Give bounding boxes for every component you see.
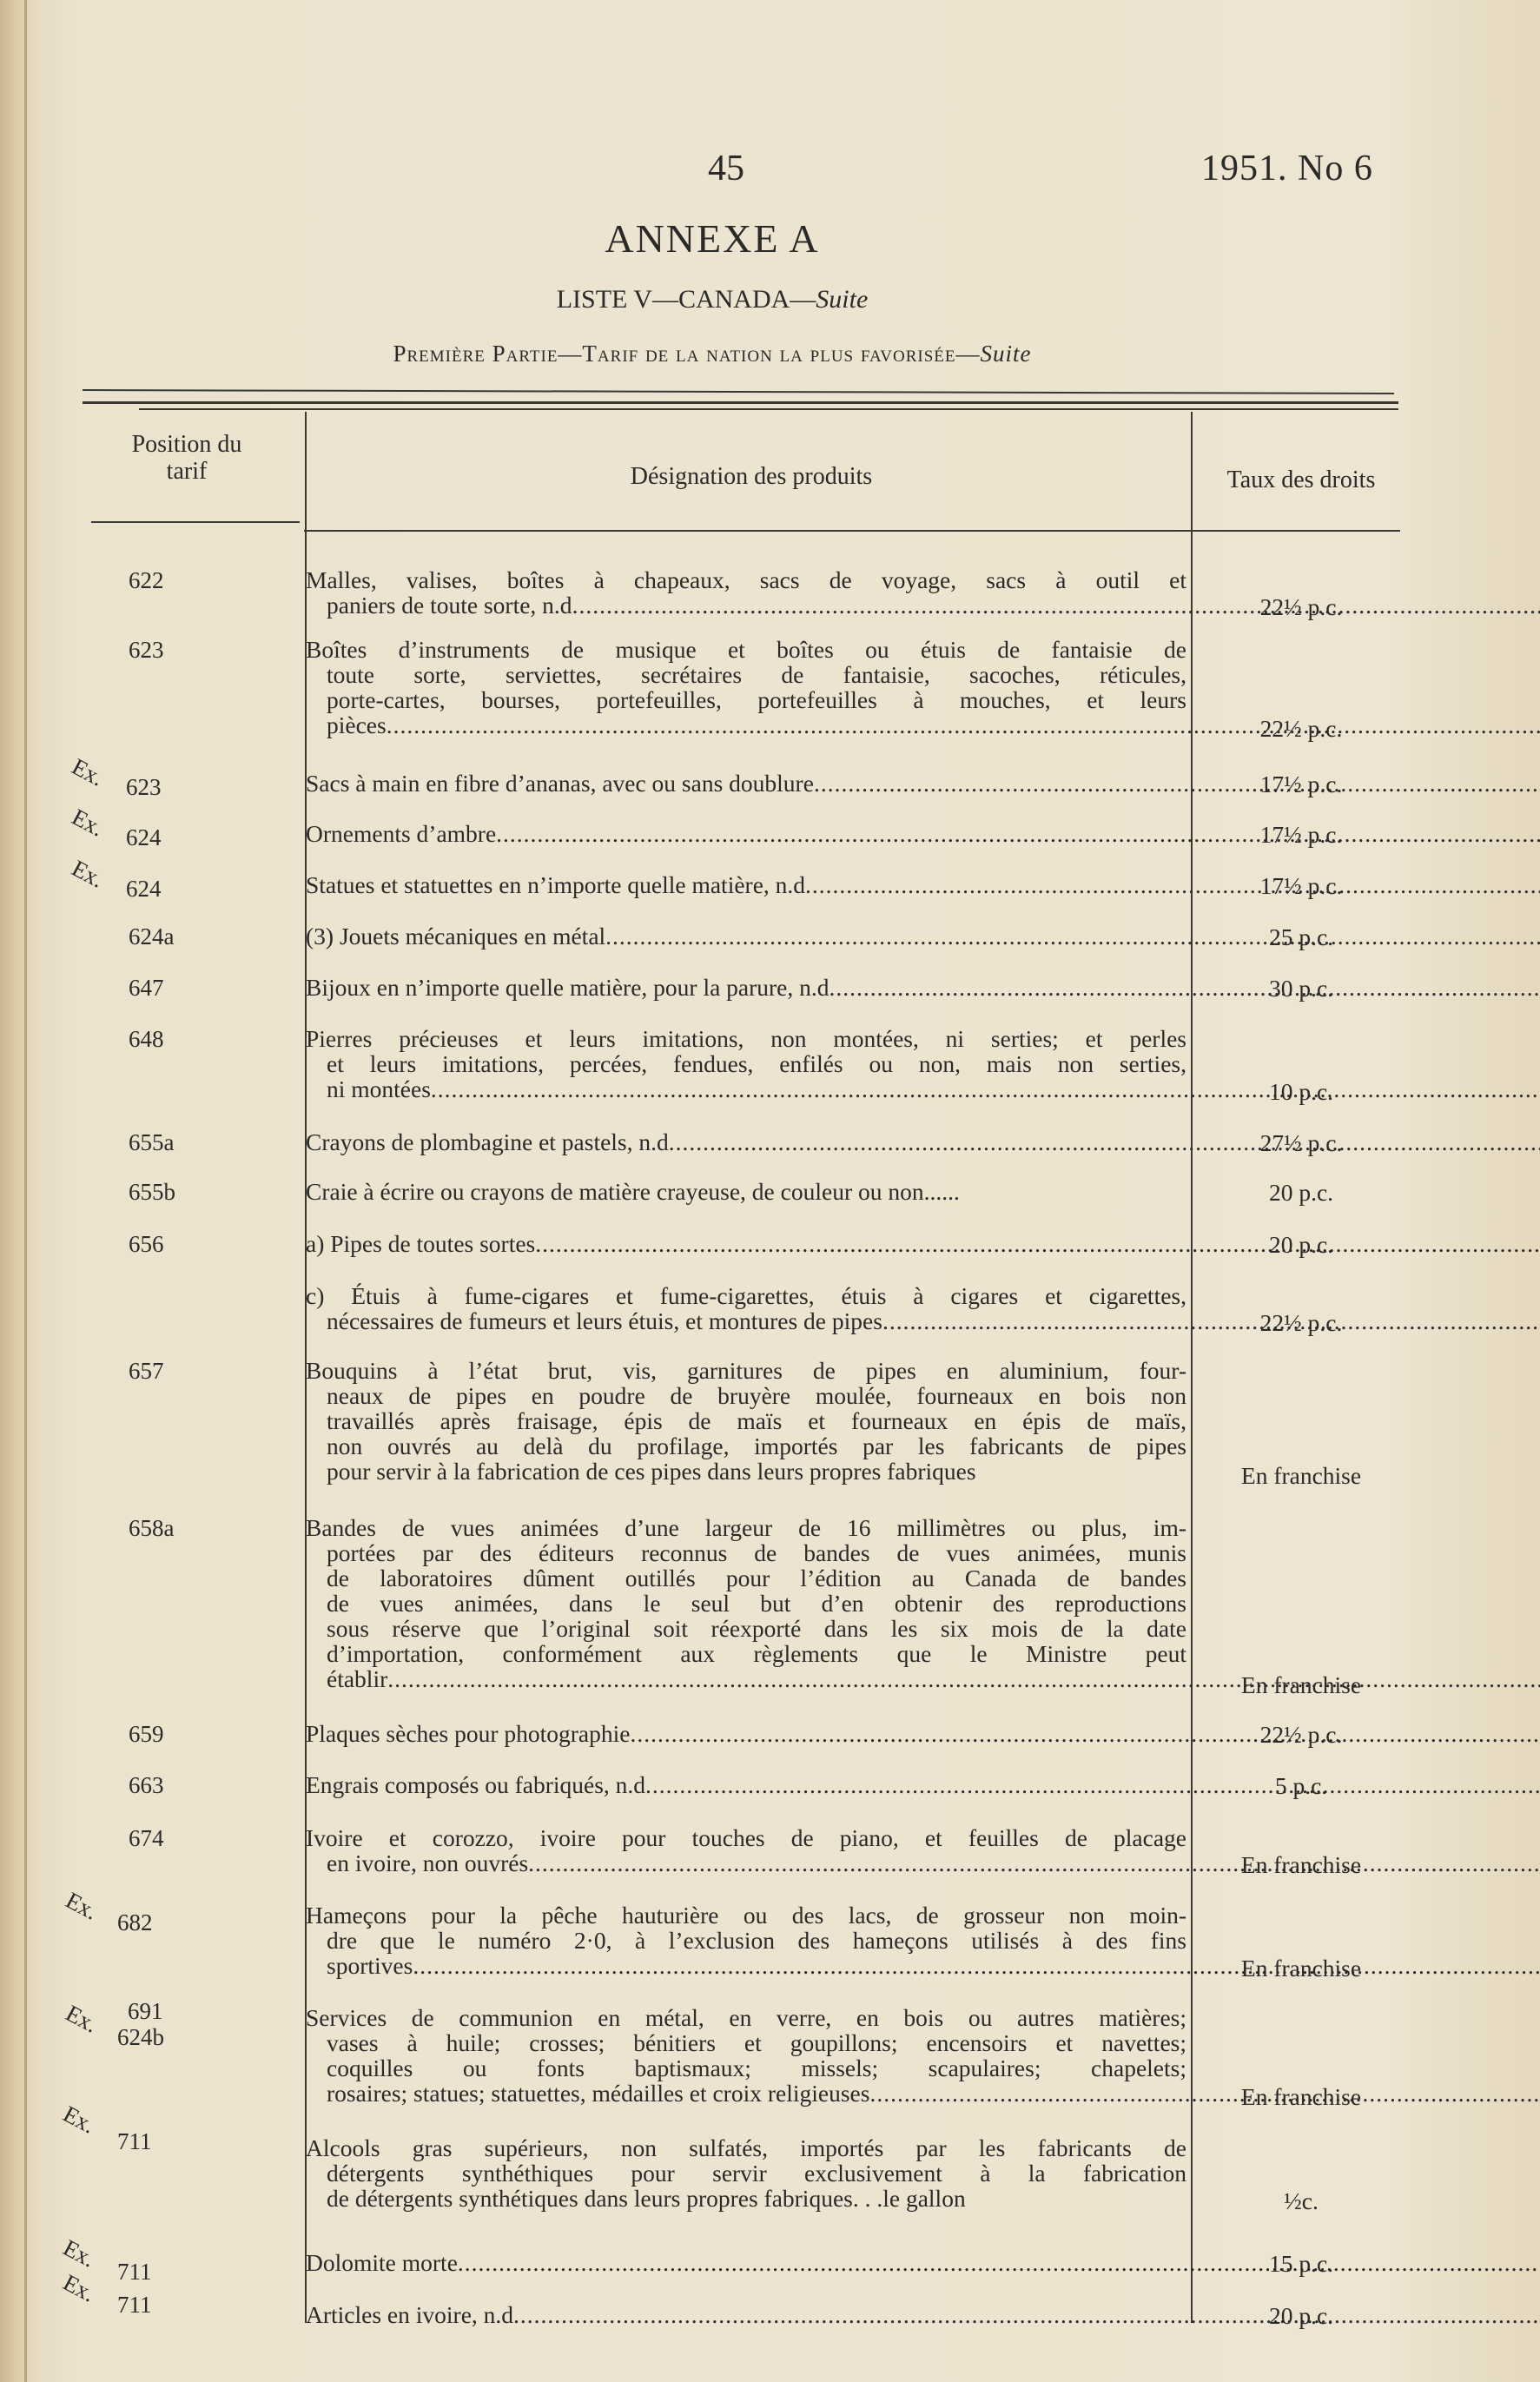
duty-rate: 22½ p.c. [1259,715,1343,742]
description-line: Articles en ivoire, n.d ..... [306,2302,1186,2327]
table-top-rule-2 [139,408,1398,410]
product-description [306,975,1186,1000]
product-description [306,2135,1186,2211]
description-line: non ouvrés au delà du profilage, importés par les fabricants de pipes [327,1433,1186,1459]
description-line: Boîtes d’instruments de musique et boîtes ou étuis de fantaisie de [306,636,1186,663]
tariff-number: 674 [129,1825,164,1851]
ex-prefix: Ex. [58,2101,100,2139]
ex-prefix: Ex. [58,2269,100,2307]
duty-rate: ½c. [1284,2187,1319,2214]
tariff-number: 655b [129,1179,175,1205]
ex-prefix: Ex. [67,855,109,893]
product-description [306,1721,1186,1746]
description-line: et leurs imitations, percées, fendues, enfilés ou non, mais non serties, [327,1050,1186,1077]
document-number: 1951. No 6 [1201,149,1373,189]
tariff-number: 624 [126,876,162,902]
product-description [306,1231,1186,1256]
product-description [306,1772,1186,1797]
ex-prefix: Ex. [58,2234,100,2273]
description-line: a) Pipes de toutes sortes ..... [306,1231,1186,1256]
product-description [306,1179,1186,1204]
product-description [306,923,1186,949]
ex-prefix: Ex. [67,804,109,842]
tariff-number: 624a [129,923,175,949]
product-description [306,1515,1186,1691]
duty-rate: 5 p.c. [1274,1772,1328,1799]
description-line: Ornements d’ambre ..... [306,821,1186,846]
description-line: rosaires; statues; statuettes, médailles et croix religieuses ..... [306,2081,1186,2106]
tariff-number: 624b [117,2024,164,2050]
description-line: détergents synthéthiques pour servir exclusivement à la fabrication [327,2160,1186,2187]
product-description [306,1358,1186,1484]
description-line: de vues animées, dans le seul but d’en obtenir des reproductions [327,1590,1186,1617]
duty-rate: 22½ p.c. [1259,593,1343,620]
leader-dots [829,974,1540,1001]
tariff-number: 711 [117,2259,152,2285]
description-line: Bouquins à l’état brut, vis, garnitures de pipes en aluminium, four- [306,1357,1186,1384]
header-bottom-rule [304,530,1400,532]
description-line: Bandes de vues animées d’une largeur de 16 millimètres ou plus, im- [306,1514,1186,1541]
product-description [306,1129,1186,1155]
description-line: en ivoire, non ouvrés ..... [306,1850,1186,1876]
description-line: vases à huile; crosses; bénitiers et goupillons; encensoirs et navettes; [327,2029,1186,2056]
tariff-number: 663 [129,1772,164,1798]
duty-rate: 17½ p.c. [1259,821,1343,848]
part-title [0,341,1424,367]
duty-rate: En franchise [1240,1462,1362,1489]
ex-prefix: Ex. [61,2000,102,2038]
duty-rate: En franchise [1240,1671,1362,1698]
duty-rate: En franchise [1240,2083,1362,2110]
description-line: paniers de toute sorte, n.d ..... [306,592,1186,618]
duty-rate: En franchise [1240,1955,1362,1982]
ex-prefix: Ex. [61,1887,102,1925]
duty-rate: En franchise [1240,1851,1362,1878]
list-title-text: LISTE V—CANADA— [556,285,816,314]
duty-rate: 30 p.c. [1268,975,1334,1002]
duty-rate: 15 p.c. [1268,2250,1334,2277]
description-line: porte-cartes, bourses, portefeuilles, portefeuilles à mouches, et leurs [327,686,1186,713]
description-line: Alcools gras supérieurs, non sulfatés, importés par les fabricants de [306,2134,1186,2161]
description-line: pièces ..... [306,712,1186,738]
tariff-number: 711 [117,2128,152,2154]
product-description [306,1283,1186,1333]
description-line: Malles, valises, boîtes à chapeaux, sacs de voyage, sacs à outil et [306,566,1186,593]
description-line: Bijoux en n’importe quelle matière, pour la parure, n.d ..... [306,975,1186,1000]
description-line: toute sorte, serviettes, secrétaires de fantaisie, sacoches, réticules, [327,661,1186,688]
tariff-number: 623 [126,774,162,800]
header-position-label: Position du tarif [131,431,242,485]
tariff-number: 648 [129,1026,164,1052]
tariff-number: 623 [129,637,164,663]
description-line: d’importation, conformément aux règlements que le Ministre peut [327,1640,1186,1667]
leader-dots [805,871,1540,898]
description-line: (3) Jouets mécaniques en métal ..... [306,923,1186,949]
product-description [306,771,1186,796]
description-line: Engrais composés ou fabriqués, n.d ..... [306,1772,1186,1797]
leader-dots [669,1128,1540,1155]
page-number: 45 [708,149,744,189]
description-line: Craie à écrire ou crayons de matière crayeuse, de couleur ou non...... [306,1178,960,1205]
product-description [306,821,1186,846]
duty-rate: 27½ p.c. [1259,1129,1343,1156]
description-line: dre que le numéro 2·0, à l’exclusion des hameçons utilisés à des fins [327,1927,1186,1954]
list-title-suite: Suite [816,285,869,314]
description-line: Crayons de plombagine et pastels, n.d ..... [306,1129,1186,1155]
duty-rate: 17½ p.c. [1259,872,1343,899]
list-title [0,285,1424,314]
tariff-number: 659 [129,1721,164,1747]
header-bottom-rule-left [91,521,300,523]
description-line: ni montées ..... [306,1076,1186,1102]
description-line: c) Étuis à fume-cigares et fume-cigarettes, étuis à cigares et cigarettes, [306,1282,1186,1309]
description-line: sportives ..... [306,1953,1186,1978]
description-line: de détergents synthétiques dans leurs propres fabriques. . .le gallon [327,2185,966,2212]
header-designation: Désignation des produits [630,463,873,490]
product-description [306,637,1186,738]
tariff-number: 711 [117,2292,152,2318]
description-line: neaux de pipes en poudre de bruyère moulée, fourneaux en bois non [327,1382,1186,1409]
description-line: travaillés après fraisage, épis de maïs et fourneaux en épis de maïs, [327,1407,1186,1434]
description-line: établir ..... [306,1666,1186,1691]
duty-rate: 17½ p.c. [1259,771,1343,797]
tariff-number: 624 [126,824,162,850]
tariff-number: 658a [129,1515,175,1541]
table-top-rule [83,401,1398,404]
annex-title: ANNEXE A [605,216,820,261]
product-description [306,872,1186,897]
product-description [306,1902,1186,1978]
description-line: Ivoire et corozzo, ivoire pour touches de piano, et feuilles de placage [306,1824,1186,1851]
duty-rate: 20 p.c. [1268,1179,1334,1206]
description-line: Sacs à main en fibre d’ananas, avec ou sans doublure ..... [306,771,1186,796]
description-line: Plaques sèches pour photographie ..... [306,1721,1186,1746]
tariff-number: 691 [128,1998,163,2024]
duty-rate: 25 p.c. [1268,923,1334,950]
tariff-number: 656 [129,1231,164,1257]
description-line: Pierres précieuses et leurs imitations, non montées, ni serties; et perles [306,1025,1186,1052]
duty-rate: 10 p.c. [1268,1078,1334,1105]
duty-rate: 20 p.c. [1268,2302,1334,2329]
part-title-suite: Suite [980,341,1032,367]
duty-rate: 22½ p.c. [1259,1721,1343,1748]
product-description [306,2302,1186,2327]
tariff-number: 622 [129,567,164,593]
header-position [122,431,261,485]
description-line: Dolomite morte ..... [306,2250,1186,2275]
description-line: pour servir à la fabrication de ces pipes dans leurs propres fabriques [327,1458,976,1485]
product-description [306,2005,1186,2106]
product-description [306,1026,1186,1102]
tariff-number: 657 [129,1358,164,1384]
tariff-number: 682 [117,1909,153,1935]
table-top-rule-thin [83,389,1394,394]
description-line: Hameçons pour la pêche hauturière ou des lacs, de grosseur non moin- [306,1902,1186,1929]
description-line: coquilles ou fonts baptismaux; missels; scapulaires; chapelets; [327,2054,1186,2081]
leader-dots [645,1771,1540,1798]
description-line: portées par des éditeurs reconnus de bandes de vues animées, munis [327,1539,1186,1566]
product-description [306,1825,1186,1876]
part-title-text: Première Partie—Tarif de la nation la plus favorisée— [393,341,981,367]
leader-dots [814,770,1540,797]
ex-prefix: Ex. [67,753,109,791]
description-line: nécessaires de fumeurs et leurs étuis, et montures de pipes ..... [306,1308,1186,1333]
header-rate: Taux des droits [1226,466,1376,493]
product-description [306,2250,1186,2275]
tariff-number: 647 [129,975,164,1001]
tariff-number: 655a [129,1129,175,1155]
duty-rate: 20 p.c. [1268,1231,1334,1258]
description-line: sous réserve que l’original soit réexporté dans les six mois de la date [327,1615,1186,1642]
product-description [306,567,1186,618]
description-line: de laboratoires dûment outillés pour l’édition au Canada de bandes [327,1565,1186,1591]
duty-rate: 22½ p.c. [1259,1309,1343,1336]
description-line: Services de communion en métal, en verre, en bois ou autres matières; [306,2004,1186,2031]
column-rule-2 [1191,412,1193,2323]
description-line: Statues et statuettes en n’importe quelle matière, n.d ..... [306,872,1186,897]
